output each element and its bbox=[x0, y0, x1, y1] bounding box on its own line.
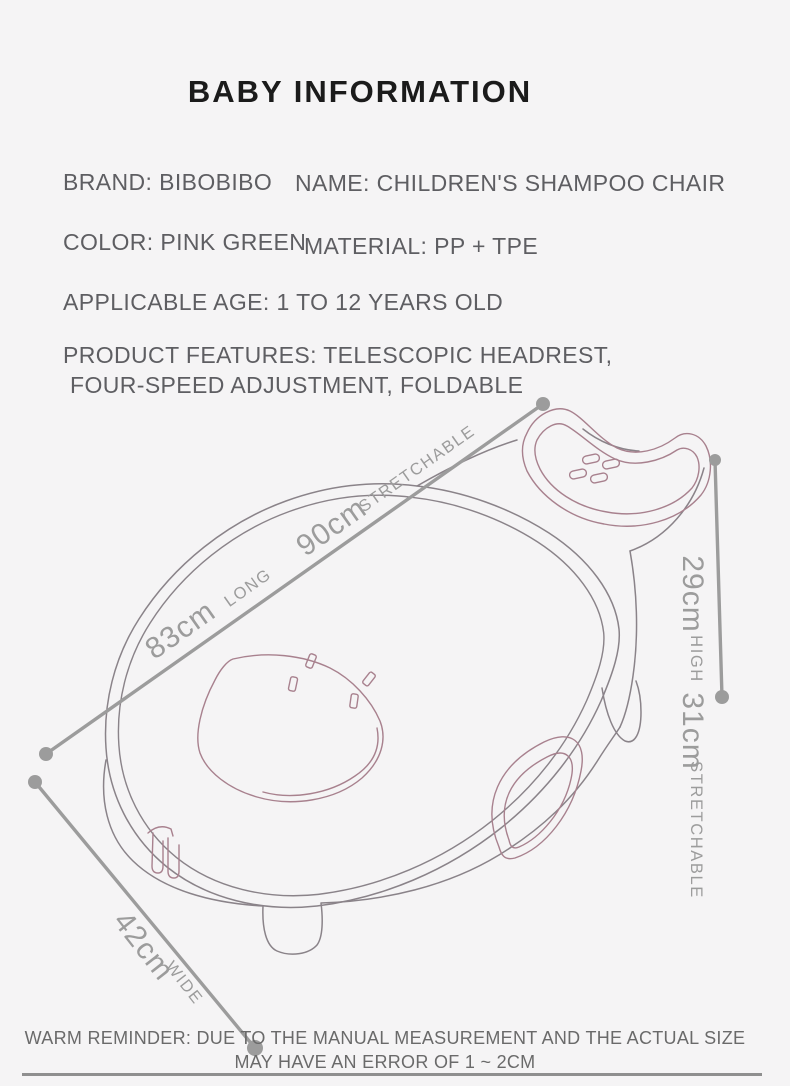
warm-reminder-line1: WARM REMINDER: DUE TO THE MANUAL MEASUREMENT AND THE ACTUAL SIZE bbox=[24, 1028, 746, 1048]
spec-age: APPLICABLE AGE: 1 TO 12 YEARS OLD bbox=[63, 289, 504, 315]
spec-color: COLOR: PINK GREEN bbox=[63, 229, 307, 255]
width-label: WIDE bbox=[161, 957, 207, 1008]
spec-features-line2: FOUR-SPEED ADJUSTMENT, FOLDABLE bbox=[70, 372, 524, 398]
stretch-height-label: STRETCHABLE bbox=[687, 761, 705, 899]
chair-body-outline bbox=[104, 429, 704, 954]
height-label: HIGH bbox=[687, 635, 705, 683]
spec-brand: BRAND: BIBOBIBO bbox=[63, 169, 273, 195]
warm-reminder-line2: MAY HAVE AN ERROR OF 1 ~ 2CM bbox=[234, 1052, 536, 1072]
length-dimension-line bbox=[46, 404, 543, 754]
headrest-saddle-line bbox=[583, 429, 639, 451]
seat-pad-curl bbox=[263, 728, 378, 795]
stretch-height-value: 31cm bbox=[676, 692, 709, 770]
bottom-divider bbox=[22, 1073, 762, 1076]
headrest-inner bbox=[535, 424, 699, 514]
tub-outer-rim bbox=[106, 484, 620, 908]
page-title: BABY INFORMATION bbox=[187, 74, 533, 109]
length-value: 83cm bbox=[139, 594, 222, 667]
tub-inner-rim bbox=[118, 495, 604, 895]
stretch-length-label: STRETCHABLE bbox=[355, 421, 479, 516]
dimension-labels bbox=[107, 422, 709, 1008]
spec-name: NAME: CHILDREN'S SHAMPOO CHAIR bbox=[295, 170, 726, 196]
height-value: 29cm bbox=[676, 555, 709, 633]
spec-material: MATERIAL: PP + TPE bbox=[304, 233, 539, 259]
rim-clips bbox=[148, 827, 179, 878]
tub-right-wall bbox=[620, 551, 637, 727]
stretch-length-value: 90cm bbox=[290, 491, 373, 564]
seat-pad bbox=[198, 655, 383, 802]
width-value: 42cm bbox=[106, 905, 181, 987]
height-dimension-line bbox=[715, 460, 722, 697]
headrest-support-right bbox=[630, 468, 704, 551]
length-label: LONG bbox=[221, 565, 276, 611]
right-leg bbox=[602, 681, 641, 742]
seat-pad-tabs bbox=[288, 653, 376, 708]
spec-features-line1: PRODUCT FEATURES: TELESCOPIC HEADREST, bbox=[63, 342, 613, 368]
